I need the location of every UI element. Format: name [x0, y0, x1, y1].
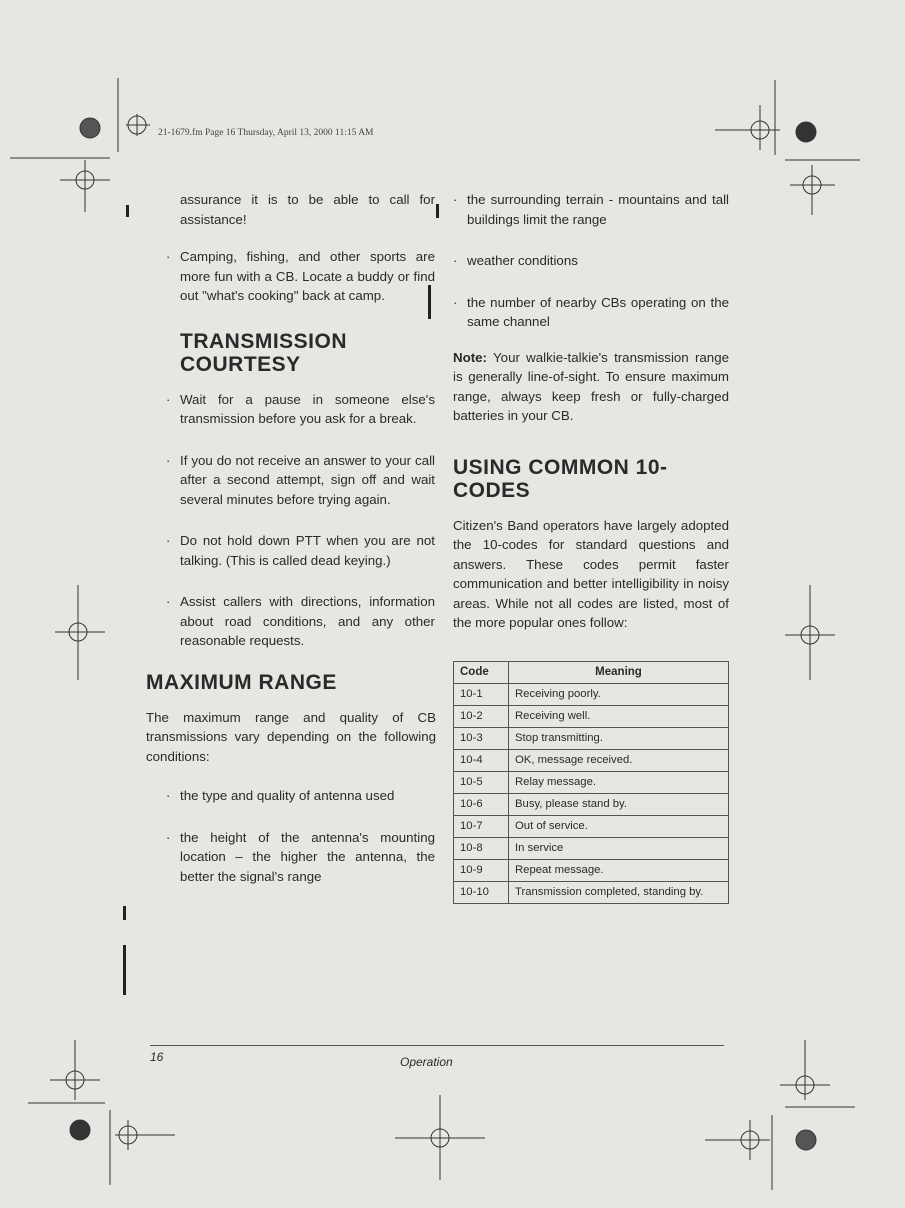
table-row: [454, 705, 729, 727]
meaning-cell: Busy, please stand by.: [509, 793, 729, 815]
list-item: · the type and quality of antenna used: [180, 786, 435, 806]
meaning-column-header: Meaning: [509, 661, 729, 683]
note-text: Your walkie-talkie's transmission range is generally line-of-sight. To ensure maximum range, always keep fresh or fully-charged batteries in your CB.: [453, 349, 729, 423]
intro-text: assurance it is to be able to call for assistance!: [180, 192, 435, 227]
change-bar: [123, 906, 126, 920]
right-column: [453, 190, 729, 904]
bullet-icon: ·: [166, 829, 171, 845]
note-label: Note:: [453, 349, 487, 365]
range-heading: MAXIMUM RANGE: [146, 670, 337, 694]
change-bar: [436, 204, 439, 218]
list-item: · the surrounding terrain - mountains and tall buildings limit the range: [453, 192, 729, 227]
meaning-cell: Repeat message.: [509, 859, 729, 881]
note-paragraph: [453, 348, 729, 426]
ten-codes-table: [453, 661, 729, 904]
bullet-icon: ·: [166, 594, 171, 609]
code-cell: 10-1: [454, 683, 509, 705]
bullet-icon: ·: [453, 192, 458, 207]
code-cell: 10-4: [454, 749, 509, 771]
meaning-cell: Out of service.: [509, 815, 729, 837]
code-column-header: Code: [454, 661, 509, 683]
meaning-cell: Relay message.: [509, 771, 729, 793]
bullet-icon: ·: [166, 452, 171, 468]
code-cell: 10-3: [454, 727, 509, 749]
bullet-icon: ·: [166, 788, 171, 803]
code-cell: 10-5: [454, 771, 509, 793]
meaning-cell: In service: [509, 837, 729, 859]
codes-heading: USING COMMON 10-CODES: [453, 455, 668, 502]
meaning-cell: Stop transmitting.: [509, 727, 729, 749]
code-cell: 10-6: [454, 793, 509, 815]
list-item: · weather conditions: [467, 251, 729, 271]
list-item: · Assist callers with directions, information about road conditions, and any other reasonable requests.: [166, 594, 435, 648]
code-cell: 10-7: [454, 815, 509, 837]
code-cell: 10-2: [454, 705, 509, 727]
codes-text: Citizen's Band operators have largely adopted the 10-codes for standard questions and answers. These codes permit faster communication and better intelligibility in noisy areas. While not all codes are listed, most of the more popular ones follow:: [453, 517, 729, 630]
bullet-icon: ·: [453, 294, 458, 310]
meaning-cell: Receiving poorly.: [509, 683, 729, 705]
footer-section-title: Operation: [400, 1055, 453, 1069]
change-bar: [123, 945, 126, 995]
left-column: [146, 190, 436, 908]
footer-rule: [150, 1045, 724, 1046]
table-row: [454, 749, 729, 771]
table-row: [454, 859, 729, 881]
list-item: · Do not hold down PTT when you are not talking. (This is called dead keying.): [166, 533, 435, 568]
range-text: The maximum range and quality of CB transmissions vary depending on the following conditions:: [146, 709, 436, 764]
bullet-icon: ·: [166, 391, 171, 407]
meaning-cell: Transmission completed, standing by.: [509, 881, 729, 903]
courtesy-heading: TRANSMISSION COURTESY: [180, 329, 348, 376]
list-item: · the height of the antenna's mounting location – the higher the antenna, the better the signal's range: [166, 829, 435, 884]
code-cell: 10-10: [454, 881, 509, 903]
meaning-cell: Receiving well.: [509, 705, 729, 727]
bullet-icon: ·: [453, 253, 458, 268]
change-bar: [126, 205, 129, 217]
list-item: · the number of nearby CBs operating on the same channel: [453, 294, 729, 329]
table-row: [454, 815, 729, 837]
list-item: · Camping, fishing, and other sports are more fun with a CB. Locate a buddy or find out "what's cooking" back at camp.: [166, 249, 435, 303]
table-row: [454, 793, 729, 815]
list-item: · If you do not receive an answer to your call after a second attempt, sign off and wait several minutes before trying again.: [166, 452, 435, 507]
file-header: 21-1679.fm Page 16 Thursday, April 13, 2000 11:15 AM: [158, 128, 374, 138]
code-cell: 10-8: [454, 837, 509, 859]
list-item: · Wait for a pause in someone else's transmission before you ask for a break.: [166, 391, 435, 426]
table-row: [454, 837, 729, 859]
bullet-icon: ·: [166, 533, 171, 548]
page-number: 16: [150, 1050, 164, 1064]
table-header-row: [454, 661, 729, 683]
bullet-icon: ·: [166, 249, 171, 264]
table-row: [454, 881, 729, 903]
table-row: [454, 727, 729, 749]
table-row: [454, 771, 729, 793]
code-cell: 10-9: [454, 859, 509, 881]
table-row: [454, 683, 729, 705]
meaning-cell: OK, message received.: [509, 749, 729, 771]
